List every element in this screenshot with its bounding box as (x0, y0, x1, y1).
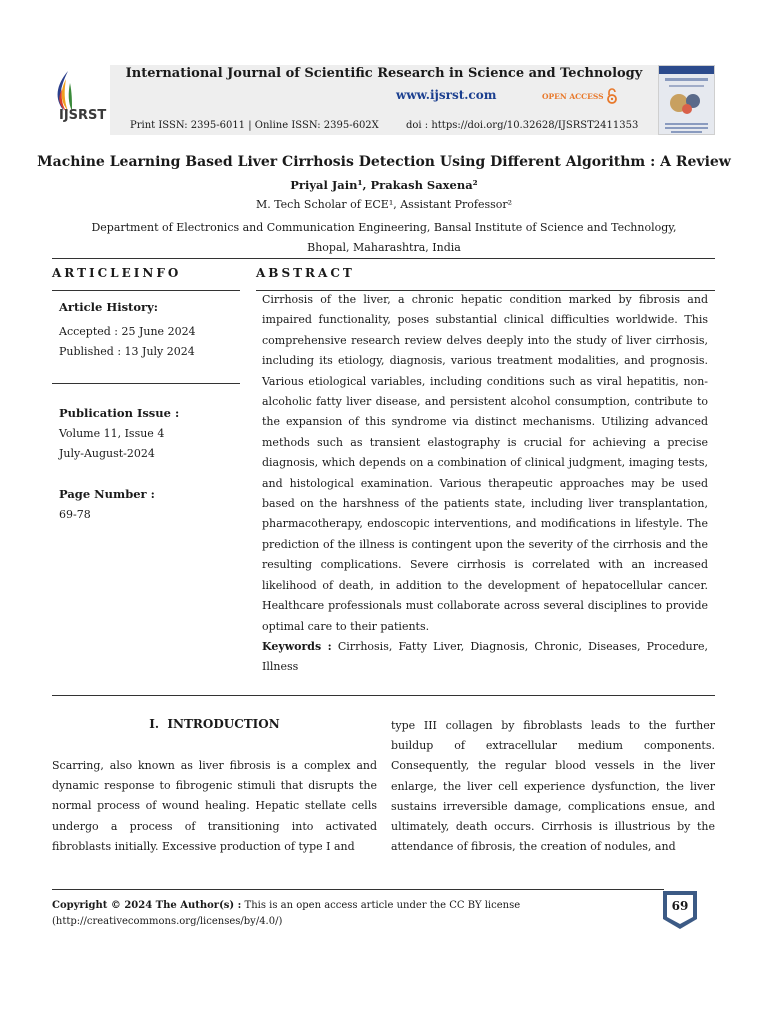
article-history-label: Article History: (59, 300, 159, 314)
open-access-badge (542, 88, 618, 104)
article-info-heading: ARTICLEINFO (52, 266, 182, 280)
journal-title: International Journal of Scientific Research in Science and Technology (125, 66, 643, 81)
copyright-text: This is an open access article under the CC BY license (241, 900, 521, 911)
introduction-left-column: Scarring, also known as liver fibrosis is a complex and dynamic response to fibrogenic stimuli that disrupts the normal process of wound healing. Hepatic stellate cells undergo a process of transitioning into activated fibroblasts initially. Excessive production of type I and (52, 759, 377, 853)
open-access-text: OPEN ACCESS (542, 91, 604, 101)
copyright-notice (52, 898, 520, 930)
introduction-heading: I. INTRODUCTION (149, 717, 280, 731)
accepted-date: Accepted : 25 June 2024 (59, 325, 196, 338)
department-affiliation (0, 218, 768, 258)
keywords (262, 637, 708, 678)
abstract-heading: ABSTRACT (256, 266, 355, 280)
journal-url[interactable]: www.ijsrst.com (396, 88, 497, 102)
volume-issue: Volume 11, Issue 4 (59, 427, 165, 440)
page-number: 69 (671, 899, 689, 913)
paper-authors: Priyal Jain¹, Prakash Saxena² (290, 178, 478, 192)
department-line-1: Department of Electronics and Communication Engineering, Bansal Institute of Science and Technology, (91, 221, 677, 234)
abstract-body (262, 290, 708, 678)
published-date: Published : 13 July 2024 (59, 345, 195, 358)
author-roles: M. Tech Scholar of ECE¹, Assistant Professor² (255, 198, 513, 211)
doi-link[interactable]: doi : https://doi.org/10.32628/IJSRST2411353 (406, 120, 639, 131)
page-range: 69-78 (59, 508, 91, 521)
info-divider (52, 290, 240, 291)
journal-cover-thumbnail (658, 65, 715, 135)
issue-period: July-August-2024 (59, 447, 155, 460)
keywords-label: Keywords : (262, 639, 332, 653)
cover-graphic-icon (659, 89, 714, 117)
logo-text: IJSRST (59, 108, 107, 123)
bottom-divider (52, 695, 715, 696)
open-lock-icon (606, 88, 618, 104)
license-link[interactable]: (http://creativecommons.org/licenses/by/4.0/) (52, 916, 283, 927)
paper-title: Machine Learning Based Liver Cirrhosis Detection Using Different Algorithm : A Review (37, 154, 731, 170)
department-line-2: Bhopal, Maharashtra, India (307, 241, 461, 254)
keywords-list: Cirrhosis, Fatty Liver, Diagnosis, Chronic, Diseases, Procedure, Illness (262, 639, 708, 674)
page-number-label: Page Number : (59, 487, 155, 501)
publication-issue-label: Publication Issue : (59, 406, 180, 420)
footer-divider (52, 889, 664, 890)
issn-line: Print ISSN: 2395-6011 | Online ISSN: 2395-602X (130, 120, 379, 131)
top-divider (52, 258, 715, 259)
history-divider (52, 383, 240, 384)
copyright-label: Copyright © 2024 The Author(s) : (52, 900, 242, 911)
abstract-text: Cirrhosis of the liver, a chronic hepatic condition marked by fibrosis and impaired functionality, poses substantial clinical difficulties worldwide. This comprehensive research review delves deeply into the study of liver cirrhosis, including its etiology, diagnosis, various treatment modalities, and prognosis. Various etiological variables, including conditions such as viral hepatitis, non-alcoholic fatty liver disease, and persistent alcohol consumption, contribute to the expansion of this syndrome via distinct mechanisms. Utilizing advanced methods such as transient elastography is crucial for achieving a precise diagnosis, which depends on a combination of clinical judgment, imaging tests, and histological examination. Various therapeutic approaches may be used based on the harshness of the patients state, including liver transplantation, pharmacotherapy, endoscopic interventions, and modifications in lifestyle. The prediction of the illness is contingent upon the severity of the cirrhosis and the resulting complications. Severe cirrhosis is correlated with an increased likelihood of death, in addition to the development of hepatocellular cancer. Healthcare professionals must collaborate across several disciplines to provide optimal care to their patients. (262, 293, 708, 633)
introduction-right-column: type III collagen by fibroblasts leads to the further buildup of extracellular medium components. Consequently, the regular blood vessels in the liver enlarge, the liver cell experience dysfunction, the liver sustains irreversible damage, complications ensue, and ultimately, death occurs. Cirrhosis is illustrious by the attendance of fibrosis, the creation of nodules, and (391, 719, 715, 854)
